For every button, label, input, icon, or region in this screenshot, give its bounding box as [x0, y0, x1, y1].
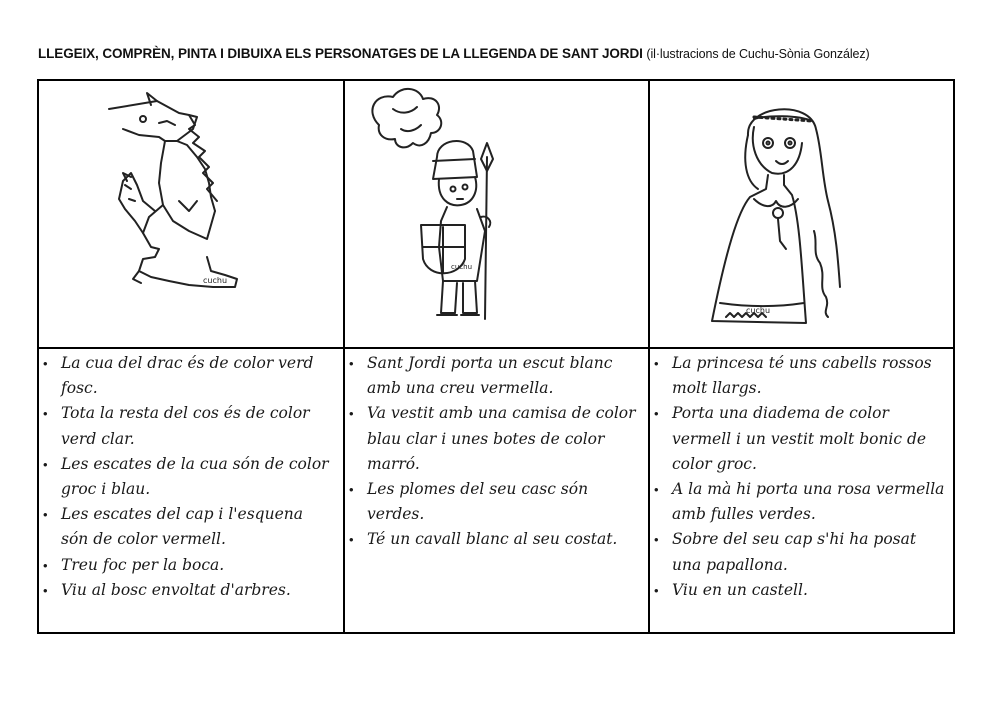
svg-text:cuchu: cuchu — [746, 306, 771, 315]
dragon-illustration-icon — [39, 81, 343, 347]
list-item: • Viu al bosc envoltat d'arbres. — [39, 578, 335, 603]
list-item: • Sant Jordi porta un escut blanc amb una creu vermella. — [345, 351, 643, 401]
list-item: • Les escates de la cua són de color groc i blau. — [39, 452, 335, 502]
list-item: • Sobre del seu cap s'hi ha posat una papallona. — [650, 527, 948, 577]
list-item: • La princesa té uns cabells rossos molt llargs. — [650, 351, 948, 401]
knight-description-list — [345, 351, 643, 553]
list-item: • Va vestit amb una camisa de color blau clar i unes botes de color marró. — [345, 401, 643, 477]
princess-description-list — [650, 351, 948, 603]
princess-cell — [650, 81, 954, 347]
list-item: • A la mà hi porta una rosa vermella amb fulles verdes. — [650, 477, 948, 527]
dragon-cell — [39, 81, 343, 347]
svg-text:cuchu: cuchu — [203, 276, 228, 285]
svg-text:cuchu: cuchu — [451, 263, 473, 271]
list-item: • Les escates del cap i l'esquena són de color vermell. — [39, 502, 335, 552]
list-item: • Porta una diadema de color vermell i un vestit molt bonic de color groc. — [650, 401, 948, 477]
worksheet-table — [37, 79, 955, 634]
list-item: • Té un cavall blanc al seu costat. — [345, 527, 643, 552]
dragon-description-list — [39, 351, 335, 603]
list-item: • Treu foc per la boca. — [39, 553, 335, 578]
title-text: LLEGEIX, COMPRÈN, PINTA I DIBUIXA ELS PERSONATGES DE LA LLEGENDA DE SANT JORDI — [38, 46, 643, 61]
list-item: • La cua del drac és de color verd fosc. — [39, 351, 335, 401]
knight-cell — [345, 81, 648, 347]
list-item: • Les plomes del seu casc són verdes. — [345, 477, 643, 527]
worksheet-title — [38, 46, 978, 61]
row-divider — [39, 347, 953, 349]
list-item: • Viu en un castell. — [650, 578, 948, 603]
illustration-credit: (il·lustracions de Cuchu-Sònia González) — [646, 47, 870, 61]
knight-illustration-icon — [345, 81, 648, 347]
list-item: • Tota la resta del cos és de color verd clar. — [39, 401, 335, 451]
princess-illustration-icon — [650, 81, 954, 347]
